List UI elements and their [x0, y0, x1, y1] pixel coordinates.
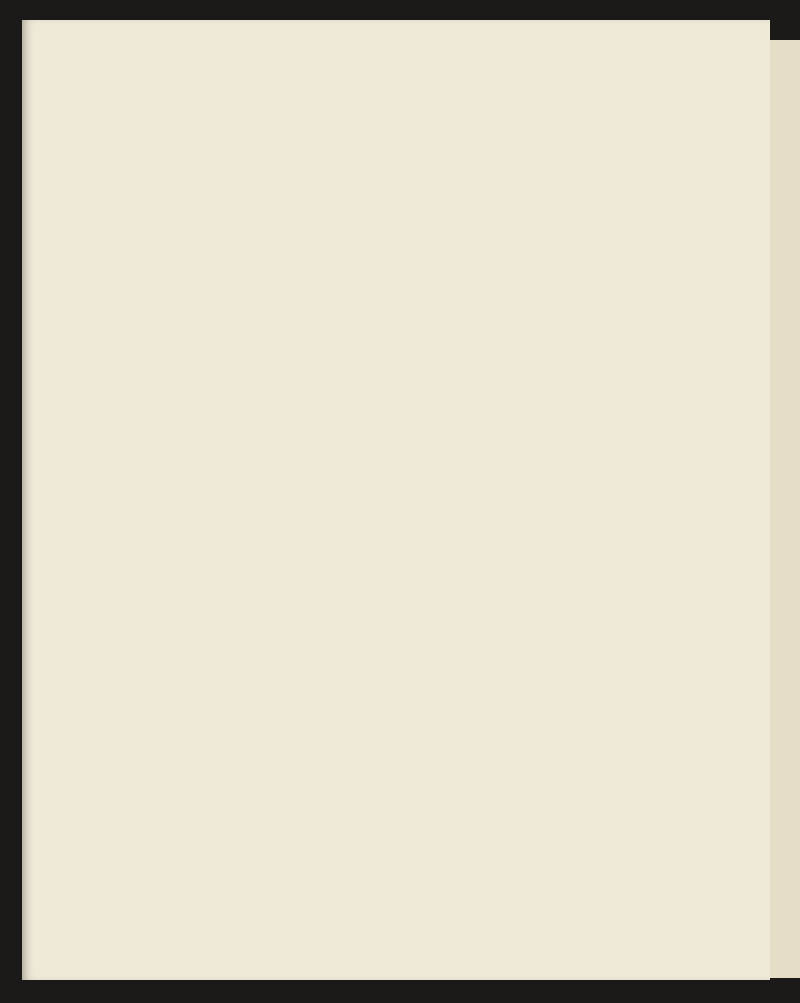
page [22, 20, 770, 980]
next-page-edge [770, 40, 800, 978]
